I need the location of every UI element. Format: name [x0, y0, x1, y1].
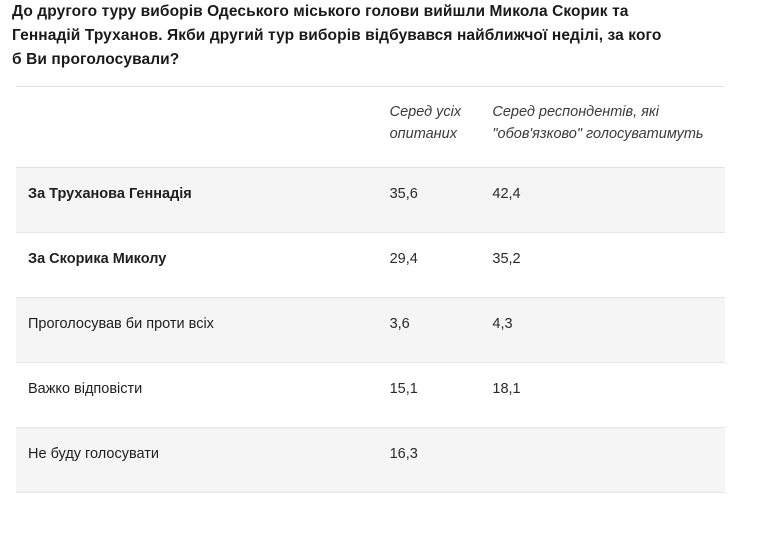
- poll-table-container: [16, 86, 725, 493]
- row-value-all: 16,3: [378, 428, 481, 493]
- poll-question-line-2: Геннадій Труханов. Якби другий тур виборів відбувався найближчої неділі, за кого: [12, 27, 662, 44]
- table-row: [16, 428, 725, 493]
- row-value-definite: 18,1: [480, 363, 725, 428]
- row-label: Не буду голосувати: [16, 428, 378, 493]
- table-body: [16, 168, 725, 493]
- table-row: [16, 363, 725, 428]
- table-header: [16, 87, 725, 168]
- row-label: За Скорика Миколу: [16, 233, 378, 298]
- column-header-all-respondents: Серед усіх опитаних: [378, 87, 481, 168]
- row-label: Важко відповісти: [16, 363, 378, 428]
- poll-results-table: [16, 87, 725, 493]
- table-row: [16, 168, 725, 233]
- row-value-all: 35,6: [378, 168, 481, 233]
- row-value-definite: 4,3: [480, 298, 725, 363]
- row-value-all: 29,4: [378, 233, 481, 298]
- table-row: [16, 233, 725, 298]
- column-header-definite-voters: Серед респондентів, які "обов'язково" голосуватимуть: [480, 87, 725, 168]
- row-value-all: 15,1: [378, 363, 481, 428]
- row-label: За Труханова Геннадія: [16, 168, 378, 233]
- table-row: [16, 298, 725, 363]
- poll-question-line-3: б Ви проголосували?: [12, 51, 180, 68]
- row-value-definite: [480, 428, 725, 493]
- table-header-row: [16, 87, 725, 168]
- poll-question-line-1: До другого туру виборів Одеського міського голови вийшли Микола Скорик та: [12, 3, 629, 20]
- row-label: Проголосував би проти всіх: [16, 298, 378, 363]
- poll-question: [0, 0, 763, 72]
- row-value-all: 3,6: [378, 298, 481, 363]
- row-value-definite: 42,4: [480, 168, 725, 233]
- column-header-label: [16, 87, 378, 168]
- row-value-definite: 35,2: [480, 233, 725, 298]
